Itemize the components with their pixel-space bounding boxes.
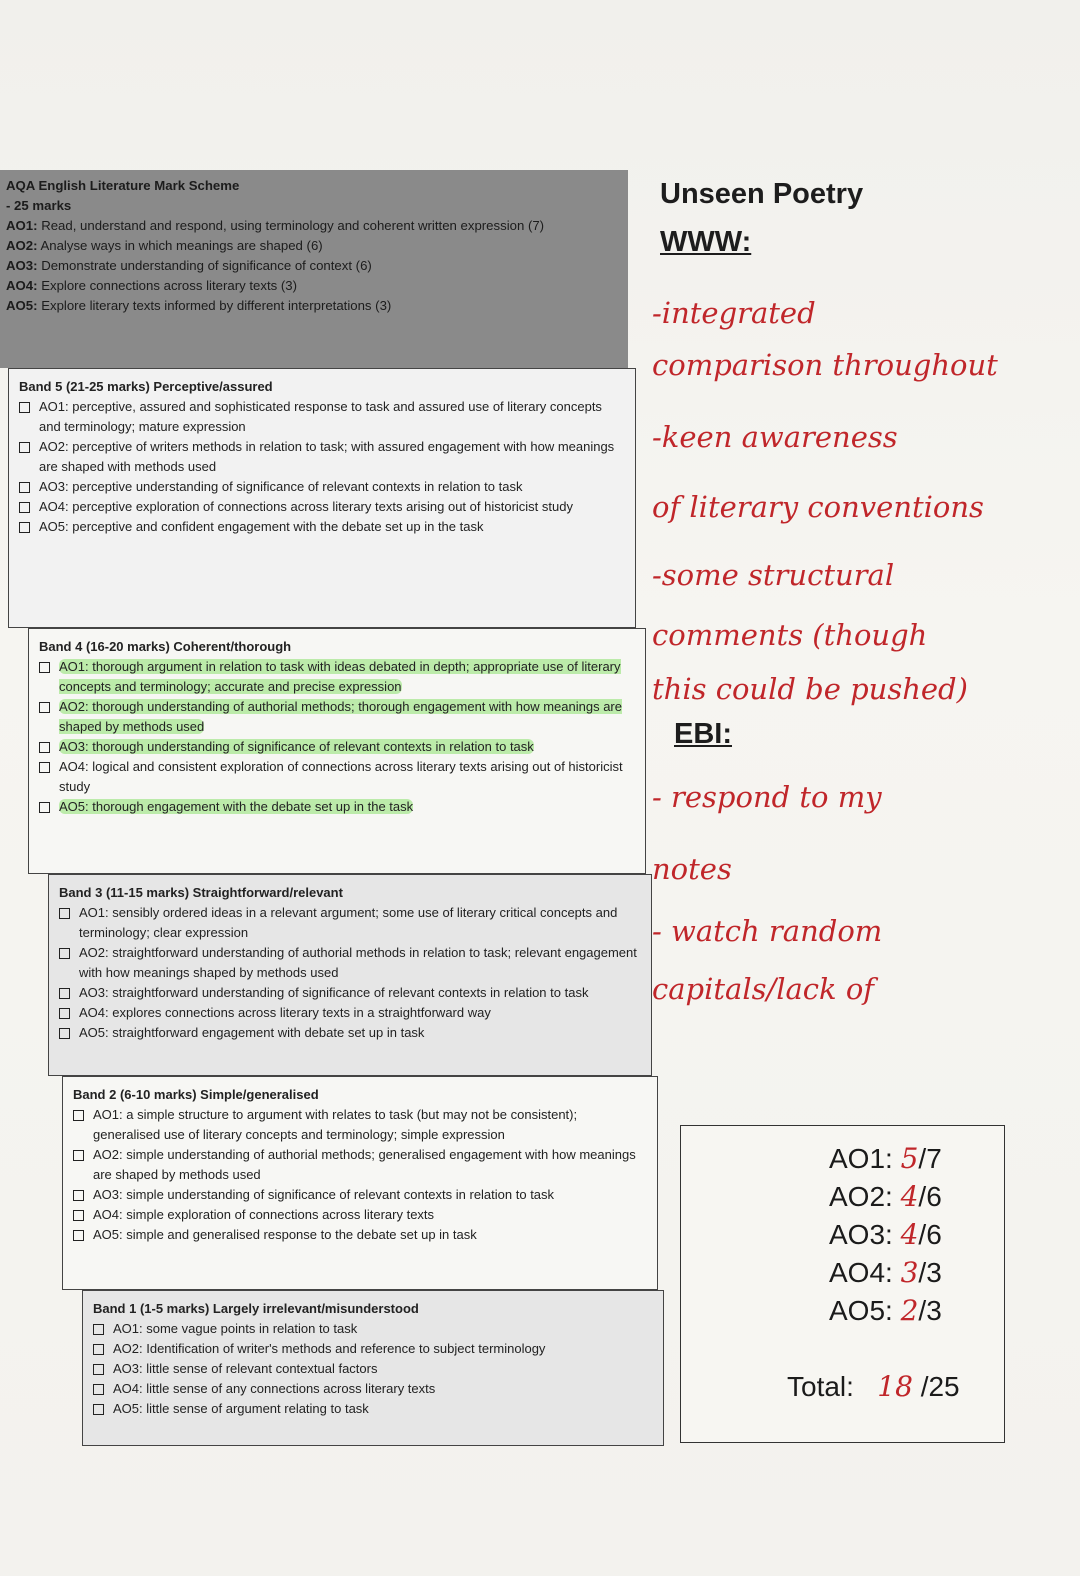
score-box bbox=[680, 1125, 1005, 1443]
checkbox-icon bbox=[59, 948, 70, 959]
band-item: AO4: explores connections across literary texts in a straightforward way bbox=[59, 1003, 641, 1023]
band-title: Band 3 (11-15 marks) Straightforward/relevant bbox=[59, 885, 343, 900]
band-title: Band 2 (6-10 marks) Simple/generalised bbox=[73, 1087, 319, 1102]
checkbox-icon bbox=[73, 1210, 84, 1221]
checkbox-icon bbox=[93, 1364, 104, 1375]
band-item: AO2: perceptive of writers methods in relation to task; with assured engagement with how meanings are shaped with methods used bbox=[19, 437, 625, 477]
band-title: Band 5 (21-25 marks) Perceptive/assured bbox=[19, 379, 273, 394]
band-item: AO1: some vague points in relation to task bbox=[93, 1319, 653, 1339]
checkbox-icon bbox=[39, 742, 50, 753]
score-ao2: AO2: 4/6 bbox=[829, 1180, 942, 1213]
band-item: AO5: straightforward engagement with debate set up in task bbox=[59, 1023, 641, 1043]
band-5 bbox=[8, 368, 636, 628]
band-2 bbox=[62, 1076, 658, 1290]
checkbox-icon bbox=[19, 482, 30, 493]
band-item: AO1: perceptive, assured and sophisticated response to task and assured use of literary concepts and terminology; mature expression bbox=[19, 397, 625, 437]
band-item: AO1: thorough argument in relation to task with ideas debated in depth; appropriate use of literary concepts and terminology; accurate and precise expression bbox=[39, 657, 635, 697]
checkbox-icon bbox=[93, 1404, 104, 1415]
band-4 bbox=[28, 628, 646, 874]
feedback-title: Unseen Poetry bbox=[660, 178, 864, 210]
ebi-line: - watch random bbox=[652, 914, 883, 948]
www-line: this could be pushed) bbox=[652, 672, 968, 706]
score-ao3: AO3: 4/6 bbox=[829, 1218, 942, 1251]
www-line: comparison throughout bbox=[652, 348, 998, 382]
band-item: AO5: thorough engagement with the debate set up in the task bbox=[39, 797, 635, 817]
checkbox-icon bbox=[73, 1230, 84, 1241]
band-item: AO4: simple exploration of connections across literary texts bbox=[73, 1205, 647, 1225]
checkbox-icon bbox=[59, 908, 70, 919]
header-ao4: AO4: Explore connections across literary texts (3) bbox=[6, 278, 297, 293]
score-ao5: AO5: 2/3 bbox=[829, 1294, 942, 1327]
band-item: AO5: little sense of argument relating to task bbox=[93, 1399, 653, 1419]
www-label: WWW: bbox=[660, 226, 752, 258]
band-3 bbox=[48, 874, 652, 1076]
band-item: AO3: perceptive understanding of significance of relevant contexts in relation to task bbox=[19, 477, 625, 497]
checkbox-icon bbox=[73, 1110, 84, 1121]
checkbox-icon bbox=[39, 662, 50, 673]
band-item: AO2: straightforward understanding of authorial methods in relation to task; relevant engagement with how meanings shaped by methods used bbox=[59, 943, 641, 983]
band-item: AO2: Identification of writer's methods and reference to subject terminology bbox=[93, 1339, 653, 1359]
band-item: AO3: simple understanding of significance of relevant contexts in relation to task bbox=[73, 1185, 647, 1205]
band-item: AO5: perceptive and confident engagement with the debate set up in the task bbox=[19, 517, 625, 537]
ebi-line: capitals/lack of bbox=[652, 972, 875, 1006]
band-item: AO4: perceptive exploration of connections across literary texts arising out of historicist study bbox=[19, 497, 625, 517]
band-item: AO3: thorough understanding of significance of relevant contexts in relation to task bbox=[39, 737, 635, 757]
checkbox-icon bbox=[93, 1344, 104, 1355]
ebi-line: - respond to my bbox=[652, 780, 882, 814]
band-title: Band 1 (1-5 marks) Largely irrelevant/misunderstood bbox=[93, 1301, 419, 1316]
header-ao3: AO3: Demonstrate understanding of significance of context (6) bbox=[6, 258, 372, 273]
band-item: AO3: little sense of relevant contextual factors bbox=[93, 1359, 653, 1379]
band-item: AO4: logical and consistent exploration of connections across literary texts arising out of historicist study bbox=[39, 757, 635, 797]
header-ao5: AO5: Explore literary texts informed by different interpretations (3) bbox=[6, 298, 392, 313]
checkbox-icon bbox=[19, 442, 30, 453]
band-item: AO4: little sense of any connections across literary texts bbox=[93, 1379, 653, 1399]
checkbox-icon bbox=[93, 1384, 104, 1395]
band-item: AO2: thorough understanding of authorial methods; thorough engagement with how meanings are shaped by methods used bbox=[39, 697, 635, 737]
header-ao2: AO2: Analyse ways in which meanings are shaped (6) bbox=[6, 238, 323, 253]
band-item: AO1: a simple structure to argument with relates to task (but may not be consistent); generalised use of literary concepts and terminology; simple expression bbox=[73, 1105, 647, 1145]
checkbox-icon bbox=[39, 802, 50, 813]
checkbox-icon bbox=[59, 1028, 70, 1039]
checkbox-icon bbox=[59, 1008, 70, 1019]
score-ao4: AO4: 3/3 bbox=[829, 1256, 942, 1289]
checkbox-icon bbox=[19, 502, 30, 513]
ebi-line: notes bbox=[652, 852, 732, 886]
www-line: -some structural bbox=[652, 558, 895, 592]
checkbox-icon bbox=[39, 702, 50, 713]
www-line: comments (though bbox=[652, 618, 928, 652]
score-ao1: AO1: 5/7 bbox=[829, 1142, 942, 1175]
band-item: AO2: simple understanding of authorial methods; generalised engagement with how meanings are shaped by methods used bbox=[73, 1145, 647, 1185]
www-line: -keen awareness bbox=[652, 420, 898, 454]
checkbox-icon bbox=[19, 402, 30, 413]
band-1 bbox=[82, 1290, 664, 1446]
mark-scheme-header bbox=[0, 170, 628, 368]
band-item: AO5: simple and generalised response to the debate set up in task bbox=[73, 1225, 647, 1245]
ebi-label: EBI: bbox=[674, 718, 732, 750]
band-item: AO1: sensibly ordered ideas in a relevant argument; some use of literary critical concepts and terminology; clear expression bbox=[59, 903, 641, 943]
checkbox-icon bbox=[39, 762, 50, 773]
band-item: AO3: straightforward understanding of significance of relevant contexts in relation to task bbox=[59, 983, 641, 1003]
checkbox-icon bbox=[73, 1190, 84, 1201]
band-title: Band 4 (16-20 marks) Coherent/thorough bbox=[39, 639, 292, 654]
checkbox-icon bbox=[59, 988, 70, 999]
header-marks: - 25 marks bbox=[6, 198, 72, 213]
score-total: Total: 18 /25 bbox=[787, 1370, 960, 1403]
www-line: of literary conventions bbox=[652, 490, 984, 524]
header-ao1: AO1: Read, understand and respond, using terminology and coherent written expression (7) bbox=[6, 218, 545, 233]
checkbox-icon bbox=[73, 1150, 84, 1161]
header-title: AQA English Literature Mark Scheme bbox=[6, 178, 240, 193]
checkbox-icon bbox=[93, 1324, 104, 1335]
checkbox-icon bbox=[19, 522, 30, 533]
www-line: -integrated bbox=[652, 296, 816, 330]
